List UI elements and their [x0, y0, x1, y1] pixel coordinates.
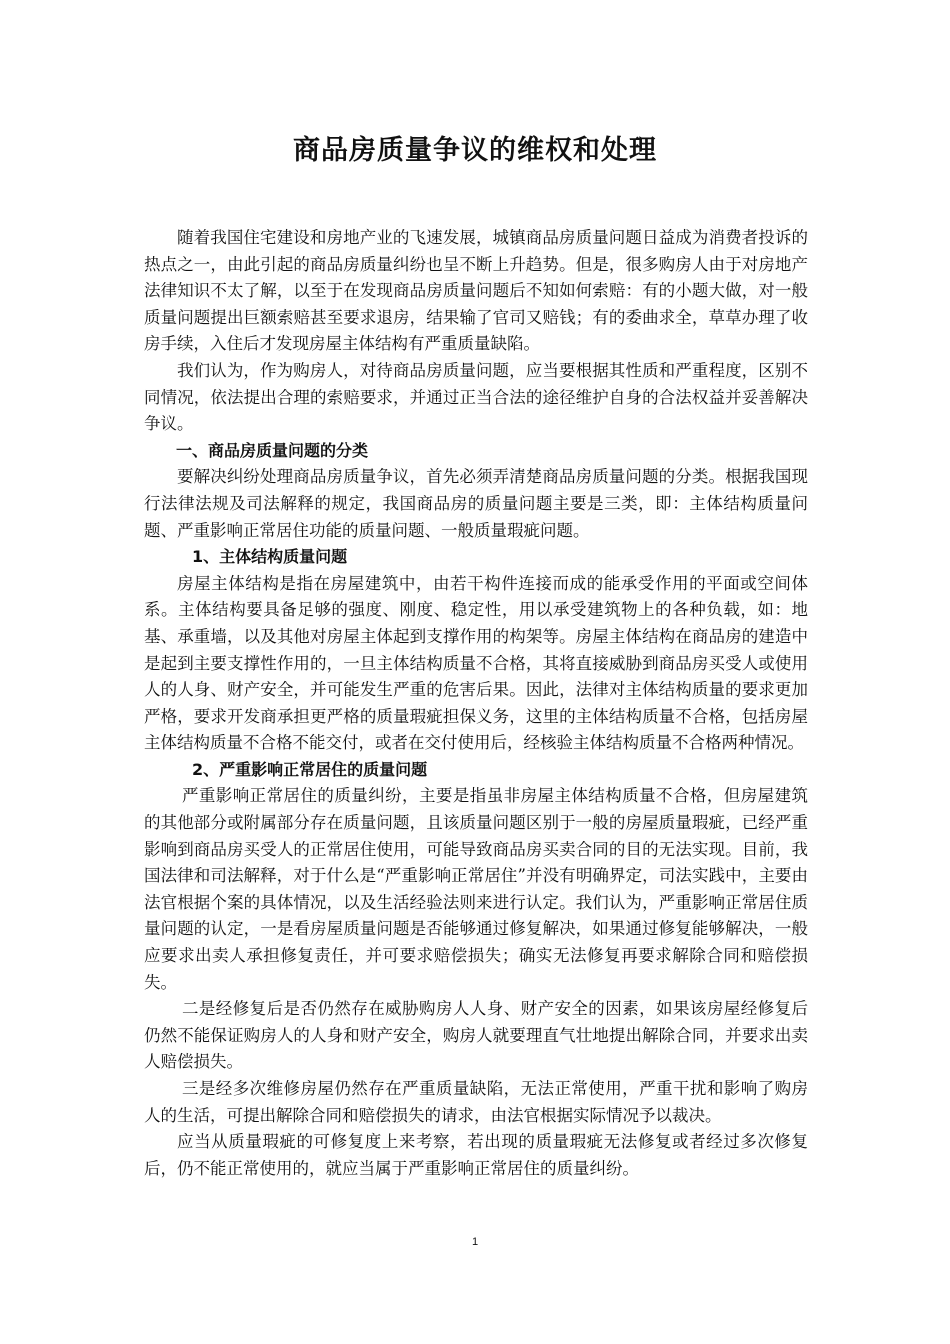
document-title: 商品房质量争议的维权和处理 — [293, 135, 657, 166]
classification-paragraph: 要解决纠纷处理商品房质量争议，首先必须弄清楚商品房质量问题的分类。根据我国现行法律法规及司法解释的规定，我国商品房的质量问题主要是三类，即：主体结构质量问题、严重影响正常居住功能的质量问题、一般质量瑕疵问题。 — [144, 467, 808, 540]
second-criterion-paragraph: 二是经修复后是否仍然存在威胁购房人人身、财产安全的因素，如果该房屋经修复后仍然不能保证购房人的人身和财产安全，购房人就要理直气壮地提出解除合同，并要求出卖人赔偿损失。 — [144, 999, 808, 1072]
intro-paragraph: 随着我国住宅建设和房地产业的飞速发展，城镇商品房质量问题日益成为消费者投诉的热点之一，由此引起的商品房质量纠纷也呈不断上升趋势。但是，很多购房人由于对房地产法律知识不太了解，以至于在发现商品房质量问题后不知如何索赔：有的小题大做，对一般质量问题提出巨额索赔甚至要求退房，结果输了官司又赔钱；有的委曲求全，草草办理了收房手续，入住后才发现房屋主体结构有严重质量缺陷。 — [144, 228, 808, 354]
third-criterion-paragraph: 三是经多次维修房屋仍然存在严重质量缺陷，无法正常使用，严重干扰和影响了购房人的生活，可提出解除合同和赔偿损失的请求，由法官根据实际情况予以裁决。 — [144, 1079, 808, 1125]
section-heading: 一、商品房质量问题的分类 — [176, 440, 369, 460]
document-body — [144, 225, 808, 1182]
serious-impact-paragraph: 严重影响正常居住的质量纠纷，主要是指虽非房屋主体结构质量不合格，但房屋建筑的其他部分或附属部分存在质量问题，且该质量问题区别于一般的房屋质量瑕疵，已经严重影响到商品房买受人的正常居住使用，可能导致商品房买卖合同的目的无法实现。目前，我国法律和司法解释，对于什么是“严重影响正常居住”并没有明确界定，司法实践中，主要由法官根据个案的具体情况，以及生活经验法则来进行认定。我们认为，严重影响正常居住质量问题的认定，一是看房屋质量问题是否能够通过修复解决，如果通过修复能够解决，一般应要求出卖人承担修复责任，并可要求赔偿损失；确实无法修复再要求解除合同和赔偿损失。 — [144, 786, 808, 992]
conclusion-paragraph: 应当从质量瑕疵的可修复度上来考察，若出现的质量瑕疵无法修复或者经过多次修复后，仍不能正常使用的，就应当属于严重影响正常居住的质量纠纷。 — [144, 1132, 808, 1178]
subsection-heading: 2、严重影响正常居住的质量问题 — [192, 759, 428, 779]
structure-paragraph: 房屋主体结构是指在房屋建筑中，由若干构件连接而成的能承受作用的平面或空间体系。主体结构要具备足够的强度、刚度、稳定性，用以承受建筑物上的各种负载，如：地基、承重墙，以及其他对房屋主体起到支撑作用的构架等。房屋主体结构在商品房的建造中是起到主要支撑性作用的，一旦主体结构质量不合格，其将直接威胁到商品房买受人或使用人的人身、财产安全，并可能发生严重的危害后果。因此，法律对主体结构质量的要求更加严格，要求开发商承担更严格的质量瑕疵担保义务，这里的主体结构质量不合格，包括房屋主体结构质量不合格不能交付，或者在交付使用后，经核验主体结构质量不合格两种情况。 — [144, 573, 808, 753]
subsection-heading: 1、主体结构质量问题 — [192, 547, 348, 567]
opinion-paragraph: 我们认为，作为购房人，对待商品房质量问题，应当要根据其性质和严重程度，区别不同情况，依法提出合理的索赔要求，并通过正当合法的途径维护自身的合法权益并妥善解决争议。 — [144, 360, 808, 434]
page-number: 1 — [471, 1236, 479, 1248]
